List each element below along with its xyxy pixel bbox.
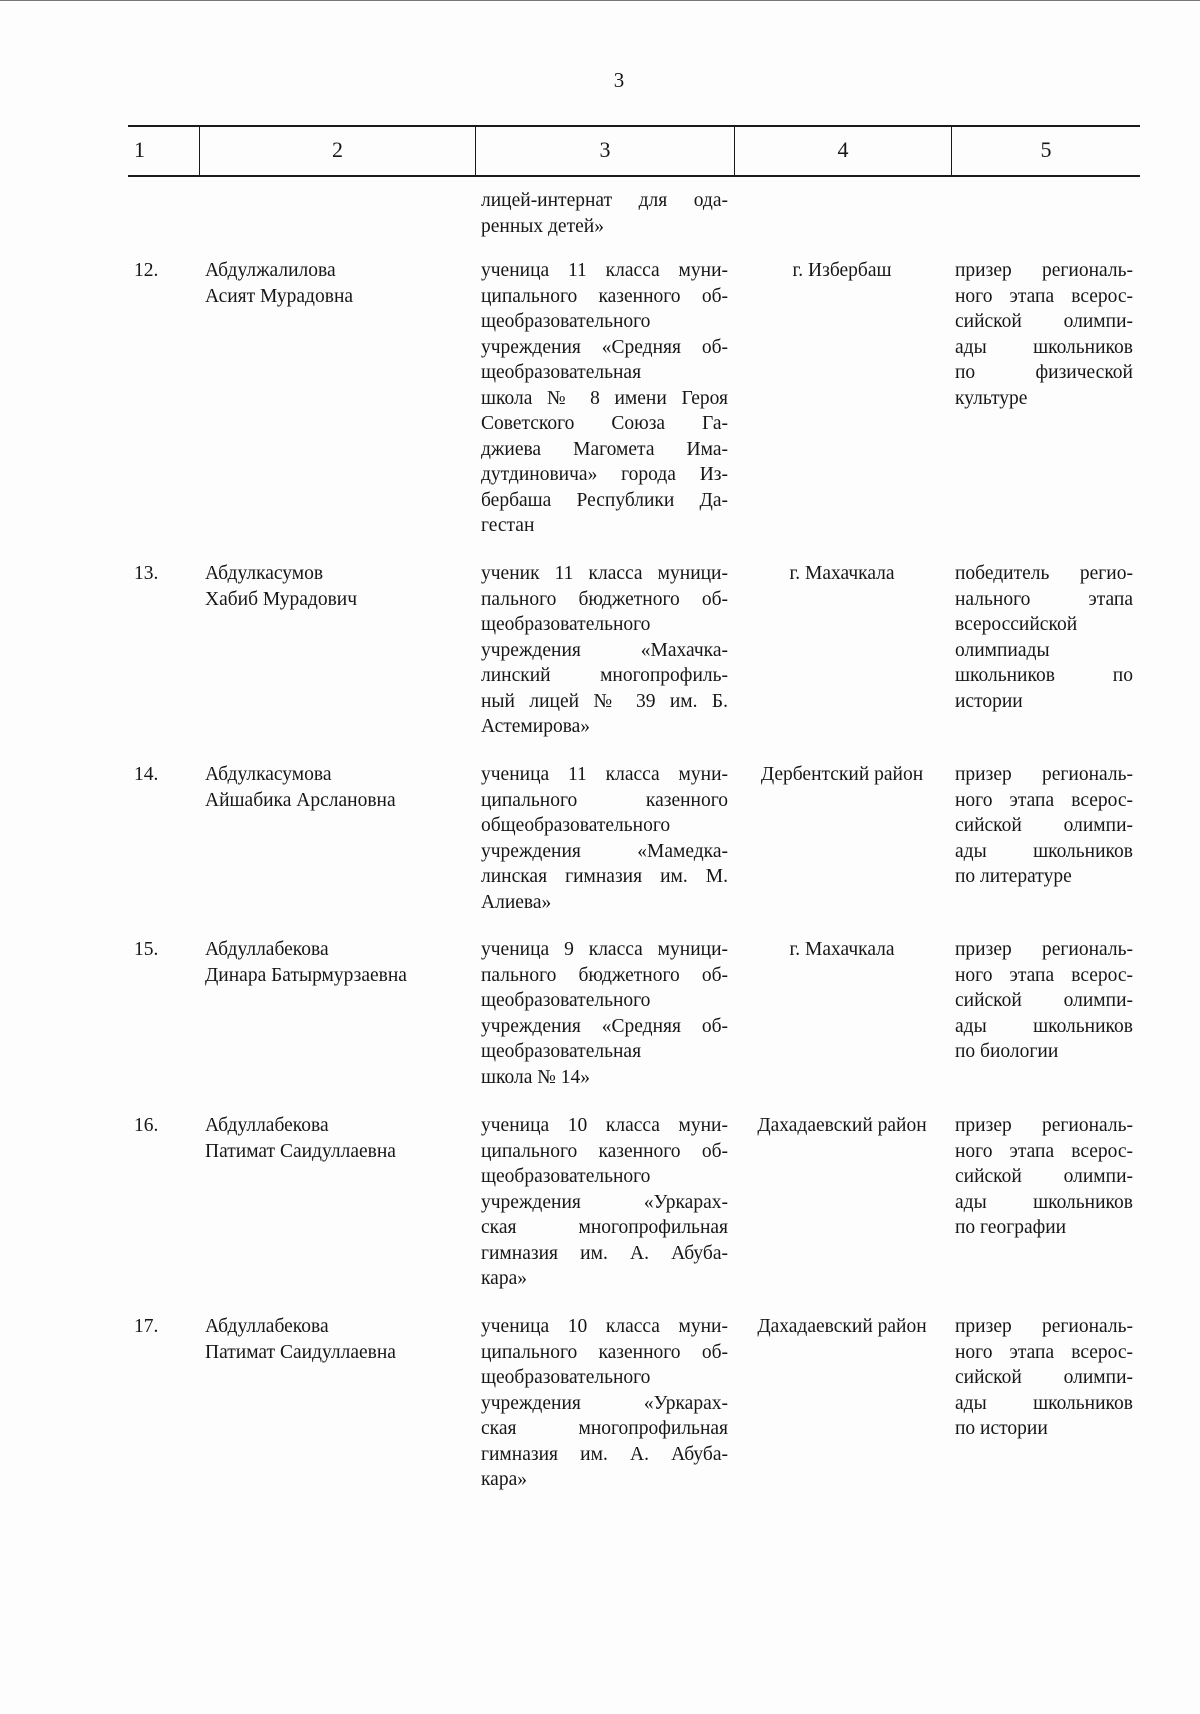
text-line: Айшабика Арслановна <box>205 789 396 811</box>
text-line: ного этапа всерос- <box>955 285 1133 307</box>
text-line: ного этапа всерос- <box>955 789 1133 811</box>
text-line: линская гимназия им. М. <box>481 866 728 887</box>
text-line: щеобразовательная <box>481 362 642 383</box>
text-line: бербаша Республики Да- <box>481 489 728 511</box>
institution <box>481 258 728 539</box>
row-number: 16. <box>134 1115 159 1136</box>
row-number: 17. <box>134 1316 159 1337</box>
text-line: по литературе <box>955 866 1072 887</box>
text-line: по истории <box>955 1418 1048 1439</box>
text-line: школа № 14» <box>481 1066 590 1088</box>
text-line: лицей-интернат для ода- <box>481 190 728 211</box>
text-line: призер региональ- <box>955 260 1133 281</box>
olympiad-result <box>955 1314 1133 1442</box>
row-number: 13. <box>134 563 159 584</box>
location: г. Махачкала <box>789 939 895 960</box>
text-line: ады школьников <box>955 840 1133 862</box>
student-name <box>205 1113 465 1164</box>
text-line: ская многопрофильная <box>481 1418 728 1439</box>
continuation-institution <box>481 188 728 239</box>
text-line: ученица 11 класса муни- <box>481 764 728 785</box>
text-line: ципального казенного об- <box>481 1341 728 1363</box>
text-line: призер региональ- <box>955 1115 1133 1136</box>
text-line: учреждения «Махачка- <box>481 639 728 661</box>
text-line: сийской олимпи- <box>955 1367 1133 1388</box>
text-line: ады школьников <box>955 1015 1133 1037</box>
olympiad-result <box>955 258 1133 411</box>
table-header-bottom-rule <box>128 175 1140 177</box>
text-line: ципального казенного <box>481 789 728 811</box>
text-line: Советского Союза Га- <box>481 413 728 434</box>
text-line: призер региональ- <box>955 939 1133 960</box>
text-line: пального бюджетного об- <box>481 964 728 986</box>
text-line: ципального казенного об- <box>481 1140 728 1162</box>
student-name <box>205 937 465 988</box>
text-line: Абдулкасумова <box>205 764 332 785</box>
text-line: щеобразовательного <box>481 1367 651 1388</box>
olympiad-result <box>955 1113 1133 1241</box>
student-name <box>205 762 465 813</box>
text-line: ады школьников <box>955 1392 1133 1414</box>
text-line: истории <box>955 690 1023 712</box>
student-name <box>205 258 465 309</box>
olympiad-result <box>955 762 1133 890</box>
text-line: Абдуллабекова <box>205 939 329 960</box>
text-line: линский многопрофиль- <box>481 665 728 686</box>
institution <box>481 561 728 740</box>
text-line: Асият Мурадовна <box>205 285 354 307</box>
row-number: 15. <box>134 939 159 960</box>
text-line: победитель регио- <box>955 563 1133 584</box>
text-line: гестан <box>481 515 535 536</box>
olympiad-result <box>955 561 1133 714</box>
row-number: 12. <box>134 260 159 281</box>
text-line: сийской олимпи- <box>955 311 1133 332</box>
text-line: ученица 10 класса муни- <box>481 1115 728 1136</box>
text-line: дутдиновича» города Из- <box>481 464 728 485</box>
location: Дахадаевский район <box>757 1115 927 1136</box>
text-line: Абдулкасумов <box>205 563 324 584</box>
text-line: учреждения «Средняя об- <box>481 336 728 358</box>
text-line: ученица 11 класса муни- <box>481 260 728 281</box>
header-cell-5: 5 <box>1040 137 1052 162</box>
student-name <box>205 1314 465 1365</box>
location: Дахадаевский район <box>757 1316 927 1337</box>
text-line: Абдуллабекова <box>205 1115 329 1136</box>
institution <box>481 1113 728 1292</box>
text-line: ученица 9 класса муници- <box>481 939 728 960</box>
text-line: ученик 11 класса муници- <box>481 563 728 584</box>
text-line: кара» <box>481 1469 527 1490</box>
text-line: джиева Магомета Има- <box>481 438 728 460</box>
olympiad-result <box>955 937 1133 1065</box>
text-line: призер региональ- <box>955 1316 1133 1337</box>
text-line: сийской олимпи- <box>955 815 1133 836</box>
table-header-top-rule <box>128 125 1140 127</box>
row-number: 14. <box>134 764 159 785</box>
text-line: ская многопрофильная <box>481 1217 728 1238</box>
text-line: общеобразовательного <box>481 815 671 836</box>
text-line: Динара Батырмурзаевна <box>205 964 407 986</box>
text-line: учреждения «Уркарах- <box>481 1392 728 1414</box>
header-cell-1: 1 <box>134 137 145 162</box>
text-line: ады школьников <box>955 336 1133 358</box>
text-line: гимназия им. А. Абуба- <box>481 1443 728 1465</box>
text-line: ады школьников <box>955 1191 1133 1213</box>
text-line: ного этапа всерос- <box>955 1140 1133 1162</box>
scan-top-edge <box>0 0 1200 1</box>
text-line: сийской олимпи- <box>955 1166 1133 1187</box>
text-line: олимпиады <box>955 639 1050 661</box>
text-line: щеобразовательная <box>481 1041 642 1062</box>
text-line: культуре <box>955 387 1028 409</box>
text-line: ный лицей № 39 им. Б. <box>481 690 728 712</box>
location: Дербентский район <box>760 764 924 785</box>
text-line: школьников по <box>955 665 1133 686</box>
institution <box>481 937 728 1090</box>
institution <box>481 1314 728 1493</box>
text-line: по географии <box>955 1217 1067 1238</box>
text-line: всероссийской <box>955 614 1078 635</box>
institution <box>481 762 728 915</box>
text-line: ренных детей» <box>481 215 604 237</box>
header-cell-3: 3 <box>599 137 611 162</box>
location: г. Махачкала <box>789 563 895 584</box>
text-line: призер региональ- <box>955 764 1133 785</box>
text-line: сийской олимпи- <box>955 990 1133 1011</box>
text-line: пального бюджетного об- <box>481 588 728 610</box>
text-line: Абдулжалилова <box>205 260 336 281</box>
text-line: нального этапа <box>955 588 1133 610</box>
text-line: кара» <box>481 1268 527 1289</box>
header-cell-2: 2 <box>332 137 343 162</box>
text-line: ного этапа всерос- <box>955 1341 1133 1363</box>
header-cell-4: 4 <box>837 137 849 162</box>
text-line: по биологии <box>955 1041 1059 1062</box>
text-line: Патимат Саидуллаевна <box>205 1341 396 1363</box>
text-line: щеобразовательного <box>481 614 651 635</box>
text-line: школа № 8 имени Героя <box>481 387 728 409</box>
text-line: Алиева» <box>481 891 552 913</box>
text-line: щеобразовательного <box>481 1166 651 1187</box>
text-line: учреждения «Средняя об- <box>481 1015 728 1037</box>
page-number: 3 <box>613 68 625 92</box>
text-line: Хабиб Мурадович <box>205 588 358 610</box>
text-line: учреждения «Мамедка- <box>481 840 728 862</box>
text-line: гимназия им. А. Абуба- <box>481 1242 728 1264</box>
text-line: Астемирова» <box>481 716 591 737</box>
text-line: щеобразовательного <box>481 990 651 1011</box>
text-line: учреждения «Уркарах- <box>481 1191 728 1213</box>
text-line: ного этапа всерос- <box>955 964 1133 986</box>
location: г. Избербаш <box>792 260 892 281</box>
text-line: Абдуллабекова <box>205 1316 329 1337</box>
text-line: ученица 10 класса муни- <box>481 1316 728 1337</box>
student-name <box>205 561 465 612</box>
text-line: Патимат Саидуллаевна <box>205 1140 396 1162</box>
text-line: ципального казенного об- <box>481 285 728 307</box>
text-line: щеобразовательного <box>481 311 651 332</box>
text-line: по физической <box>955 362 1133 383</box>
